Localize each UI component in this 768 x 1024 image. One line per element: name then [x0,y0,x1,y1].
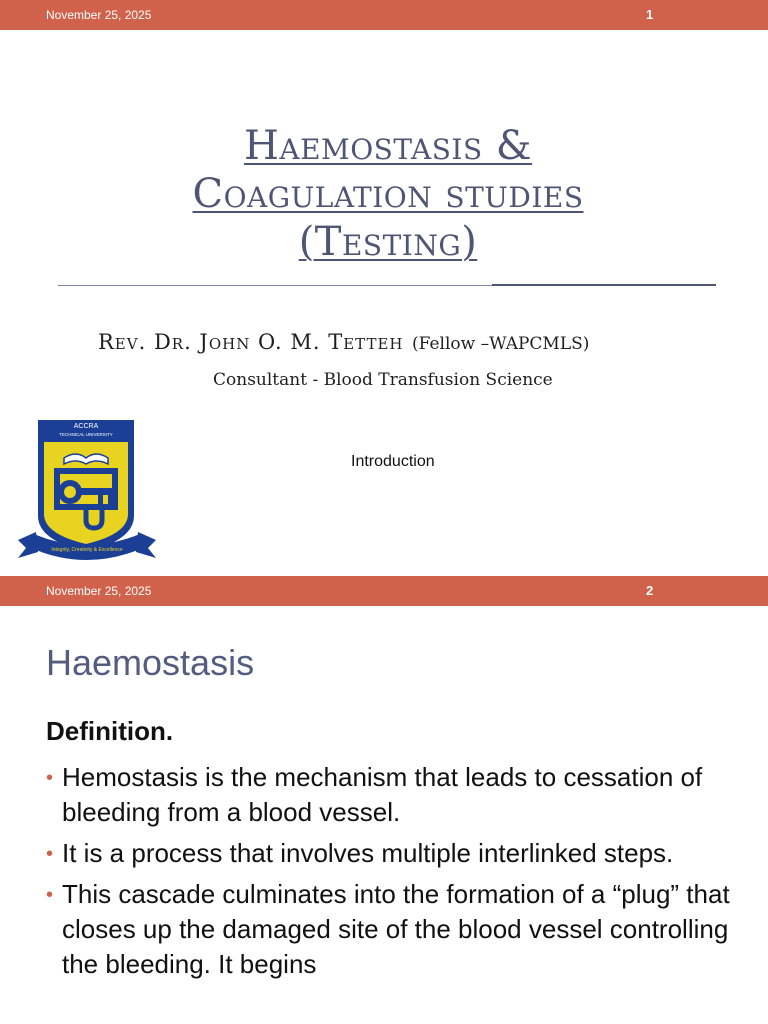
crest-key-bit [108,495,113,505]
bullet-text: It is a process that involves multiple interlinked steps. [62,838,674,868]
author-role: Consultant - Blood Transfusion Science [213,370,553,390]
title-divider [58,285,716,286]
slide-subheading: Definition. [46,716,174,746]
intro-label: Introduction [351,453,435,470]
bullet-text: This cascade culminates into the formation of a “plug” that closes up the damaged site of the blood vessel controlling the bleeding. It begins [62,879,730,979]
author-fellowship: (Fellow –WAPCMLS) [411,334,590,354]
title-line: (Testing) [298,219,478,265]
slide-date: November 25, 2025 [46,8,152,22]
bullet-item [46,760,736,830]
bullet-marker-icon: • [46,884,54,906]
slide-title: Haemostasis [46,642,255,683]
bullet-marker-icon: • [46,843,54,865]
slide-page-number: 2 [646,583,654,598]
crest-key-shaft [80,488,118,495]
slide-2 [0,576,768,1024]
bullet-marker-icon: • [46,767,54,789]
author-name: Rev. Dr. John O. M. Tetteh [98,330,404,354]
university-crest-icon [14,416,160,562]
crest-key-bit [98,495,103,505]
crest-ribbon-text: Integrity, Creativity & Excellence [51,547,123,553]
bullet-list [46,760,736,988]
slide-page-number: 1 [646,7,654,22]
bullet-item [46,877,736,982]
slide-date: November 25, 2025 [46,584,152,598]
slide-header-bar [0,0,768,30]
crest-top-text: ACCRA [73,423,99,430]
author-line [98,330,698,354]
title-divider-accent [492,284,716,286]
slide-header-bar [0,576,768,606]
title-line: Coagulation studies [192,171,584,217]
bullet-text: Hemostasis is the mechanism that leads to cessation of bleeding from a blood vessel. [62,762,703,827]
slide-title [40,122,736,266]
crest-sub-text: TECHNICAL UNIVERSITY [59,432,113,437]
title-line: Haemostasis & [244,123,532,169]
crest-key-hole [64,486,76,498]
bullet-item [46,836,736,871]
